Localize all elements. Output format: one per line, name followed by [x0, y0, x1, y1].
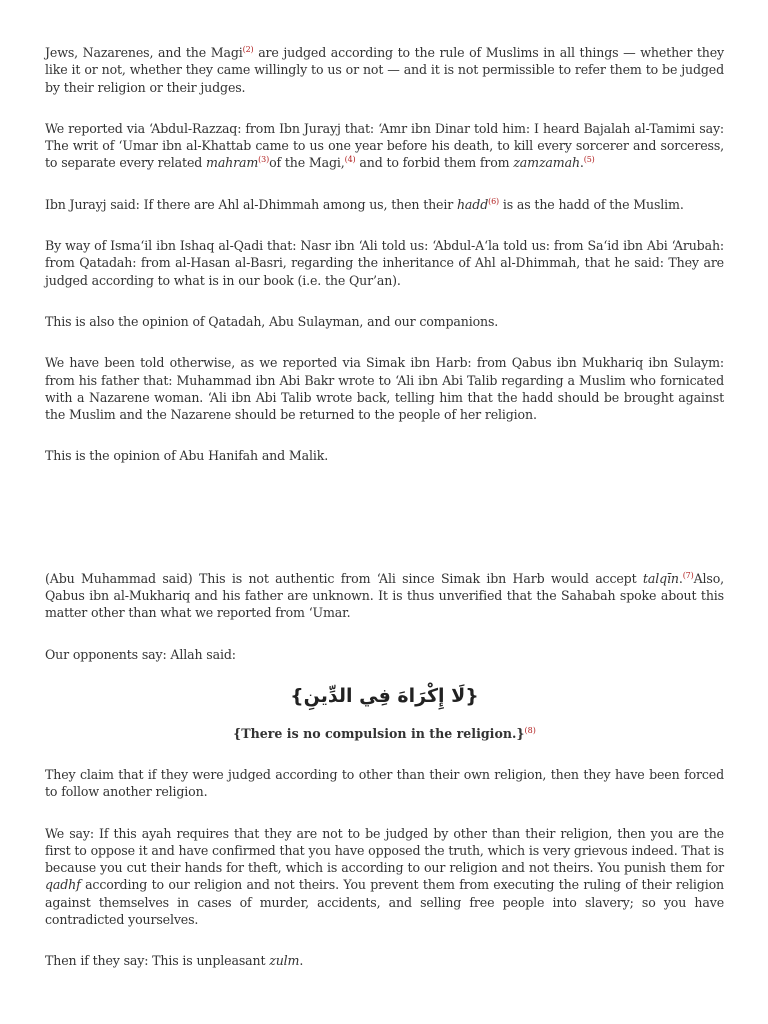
text-span: (Abu Muhammad said) This is not authentic from ‘Ali since Simak ibn Harb would accept	[45, 570, 643, 586]
blank-space	[45, 489, 724, 570]
text-span: according to our religion and not theirs. You prevent them from executing the ruling of their religion against themselves in cases of murder, accidents, and selling free people into slavery; so you have contradicted yourselves.	[45, 877, 724, 928]
text-span: Also, Qabus ibn al-Mukhariq and his father are unknown. It is thus unverified that the Sahabah spoke about this matter other than what we reported from ‘Umar.	[45, 570, 724, 621]
italic-term-hadd: hadd	[456, 196, 489, 212]
text-span: is as the hadd of the Muslim.	[499, 196, 684, 212]
text-span: We reported via ‘Abdul-Razzaq: from Ibn Jurayj that: ‘Amr ibn Dinar told him: I heard Bajalah al-Tamimi say: The writ of ‘Umar ibn al-Khattab came to us one year before his death, to kill every sorcerer and sorceress, to separate every related	[45, 120, 724, 171]
text-span: of the Magi,	[269, 155, 345, 171]
paragraph-inheritance: By way of Isma‘il ibn Ishaq al-Qadi that: Nasr ibn ‘Ali told us: ‘Abdul-A‘la told us: from Sa‘id ibn Abi ‘Arubah: from Qatadah: from al-Hasan al-Basri, regarding the inheritance of Ahl al-Dhimmah, that he said: They are judged according to what is in our book (i.e. the Qur’an).	[45, 238, 724, 288]
text-span: Ibn Jurayj said: If there are Ahl al-Dhimmah among us, then their	[45, 196, 457, 212]
quran-verse-arabic: {لَا إِكْرَاهَ فِي الدِّينِ}	[290, 684, 479, 707]
footnote-ref-4[interactable]: (4)	[344, 155, 356, 165]
footnote-ref-3[interactable]: (3)	[258, 155, 270, 165]
footnote-ref-5[interactable]: (5)	[583, 155, 595, 165]
paragraph-unpleasant-zulm	[45, 952, 724, 969]
paragraph-opinion-abu-hanifah: This is the opinion of Abu Hanifah and Malik.	[45, 448, 329, 464]
footnote-ref-8[interactable]: (8)	[524, 725, 536, 735]
footnote-ref-6[interactable]: (6)	[488, 196, 500, 206]
paragraph-ibn-jurayj	[45, 196, 724, 213]
paragraph-ruling-on-non-muslims	[45, 44, 724, 96]
quran-verse-translation	[45, 725, 724, 742]
text-span: Jews, Nazarenes, and the Magi	[45, 45, 243, 60]
paragraph-their-claim: They claim that if they were judged according to other than their own religion, then they have been forced to follow another religion.	[45, 766, 724, 800]
paragraph-opponents-say: Our opponents say: Allah said:	[45, 646, 236, 662]
paragraph-abu-muhammad	[45, 570, 724, 622]
italic-term-mahram: mahram	[206, 155, 259, 171]
paragraph-opinion-qatadah: This is also the opinion of Qatadah, Abu Sulayman, and our companions.	[45, 313, 499, 329]
text-span: We say: If this ayah requires that they are not to be judged by other than their religion, then you are the first to oppose it and have confirmed that you have opposed the truth, which is very grievous indeed. That is because you cut their hands for theft, which is according to our religion and not theirs. You punish them for	[45, 825, 724, 876]
text-span: .	[299, 953, 304, 969]
text-span: Then if they say: This is unpleasant	[45, 953, 270, 969]
italic-term-zulm: zulm	[269, 953, 300, 969]
text-span: and to forbid them from	[355, 155, 514, 171]
text-span: .	[579, 155, 584, 171]
paragraph-simak-report: We have been told otherwise, as we reported via Simak ibn Harb: from Qabus ibn Mukhariq ibn Sulaym: from his father that: Muhammad ibn Abi Bakr wrote to ‘Ali ibn Abi Talib regarding a Muslim who fornicated with a Nazarene woman. ‘Ali ibn Abi Talib wrote back, telling him that the hadd should be brought against the Muslim and the Nazarene should be returned to the people of her religion.	[45, 355, 724, 423]
paragraph-we-say	[45, 825, 724, 929]
footnote-ref-7[interactable]: (7)	[682, 570, 694, 580]
text-span: are judged according to the rule of Muslims in all things — whether they like it or not, whether they came willingly to us or not — and it is not permissible to refer them to be judged by their religion or their judges.	[45, 45, 725, 95]
footnote-ref-2[interactable]: (2)	[242, 44, 254, 54]
text-span: .	[678, 570, 683, 586]
document-body	[45, 44, 724, 994]
italic-term-zamzamah: zamzamah	[513, 155, 580, 171]
italic-term-talqin: talqīn	[642, 570, 679, 586]
paragraph-umar-writ	[45, 120, 724, 172]
italic-term-qadhf: qadhf	[45, 877, 81, 893]
text-span: {There is no compulsion in the religion.}	[233, 725, 525, 741]
